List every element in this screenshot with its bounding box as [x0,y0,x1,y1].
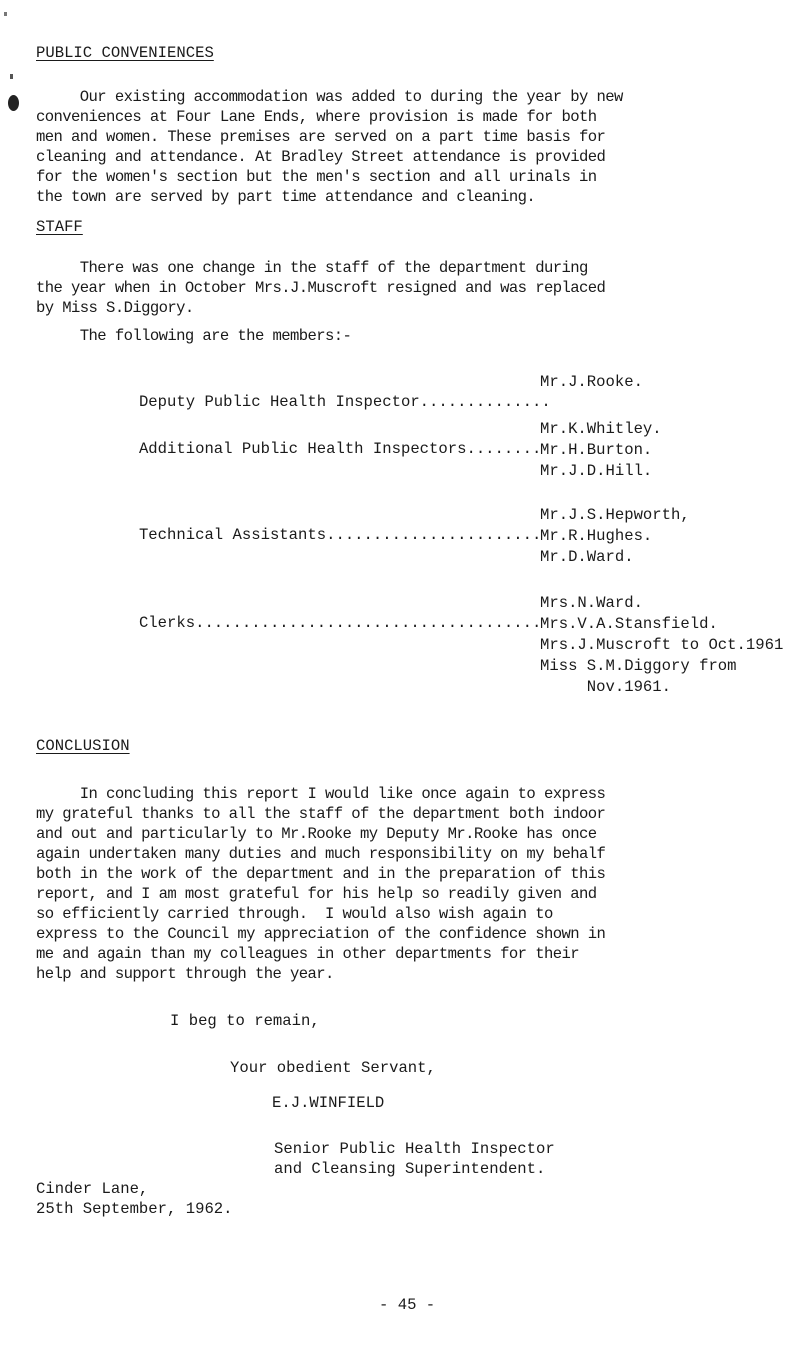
staff-row-clerks [36,593,784,753]
staff-name: Mr.H.Burton. [540,441,653,459]
staff-name: Mr.J.Rooke. [540,373,643,391]
paragraph-conclusion [36,784,605,984]
text-line: me and again than my colleagues in other departments for their [36,945,579,963]
staff-name: Miss S.M.Diggory from [540,657,737,675]
staff-role: Deputy Public Health Inspector.............. [92,393,551,411]
signature-name: E.J.WINFIELD [272,1094,385,1112]
staff-name: Mr.J.S.Hepworth, [540,506,690,524]
paragraph-staff [36,258,605,318]
text-line: for the women's section but the men's section and all urinals in [36,168,597,186]
text-line: conveniences at Four Lane Ends, where provision is made for both [36,108,597,126]
signatory-title-line2: and Cleansing Superintendent. [274,1160,546,1178]
members-intro: The following are the members:- [36,327,352,345]
staff-name: Mr.R.Hughes. [540,527,653,545]
text-line: again undertaken many duties and much responsibility on my behalf [36,845,606,863]
staff-name: Mr.J.D.Hill. [540,462,653,480]
text-line: the year when in October Mrs.J.Muscroft resigned and was replaced [36,279,606,297]
margin-mark [4,12,7,16]
address-line: Cinder Lane, [36,1180,149,1198]
text-line: There was one change in the staff of the department during [36,259,588,277]
text-line: both in the work of the department and in the preparation of this [36,865,606,883]
punch-hole-mark [8,95,19,111]
text-line: by Miss S.Diggory. [36,299,194,317]
staff-role: Additional Public Health Inspectors........ [92,440,542,458]
staff-name: Mrs.J.Muscroft to Oct.1961 [540,636,784,654]
page-number: - 45 - [379,1296,436,1314]
date-line: 25th September, 1962. [36,1200,233,1218]
staff-name: Nov.1961. [540,678,672,696]
section-heading-public-conveniences: PUBLIC CONVENIENCES [36,44,214,62]
text-line: men and women. These premises are served on a part time basis for [36,128,606,146]
text-line: my grateful thanks to all the staff of the department both indoor [36,805,606,823]
staff-name: Mrs.V.A.Stansfield. [540,615,718,633]
closing-beg: I beg to remain, [170,1012,320,1030]
margin-mark [10,74,13,79]
paragraph-public-conveniences [36,87,623,207]
staff-name: Mrs.N.Ward. [540,594,643,612]
text-line: Our existing accommodation was added to during the year by new [36,88,623,106]
text-line: and out and particularly to Mr.Rooke my Deputy Mr.Rooke has once [36,825,597,843]
text-line: cleaning and attendance. At Bradley Street attendance is provided [36,148,606,166]
text-line: report, and I am most grateful for his help so readily given and [36,885,597,903]
section-heading-staff: STAFF [36,218,83,236]
signatory-title-line1: Senior Public Health Inspector [274,1140,555,1158]
staff-role: Technical Assistants....................... [92,526,542,544]
staff-name: Mr.D.Ward. [540,548,634,566]
closing-servant: Your obedient Servant, [230,1059,436,1077]
text-line: the town are served by part time attendance and cleaning. [36,188,536,206]
text-line: help and support through the year. [36,965,334,983]
section-heading-conclusion: CONCLUSION [36,737,130,755]
text-line: so efficiently carried through. I would also wish again to [36,905,553,923]
text-line: express to the Council my appreciation of the confidence shown in [36,925,606,943]
staff-role: Clerks..................................... [92,614,542,632]
text-line: In concluding this report I would like once again to express [36,785,606,803]
staff-name: Mr.K.Whitley. [540,420,662,438]
